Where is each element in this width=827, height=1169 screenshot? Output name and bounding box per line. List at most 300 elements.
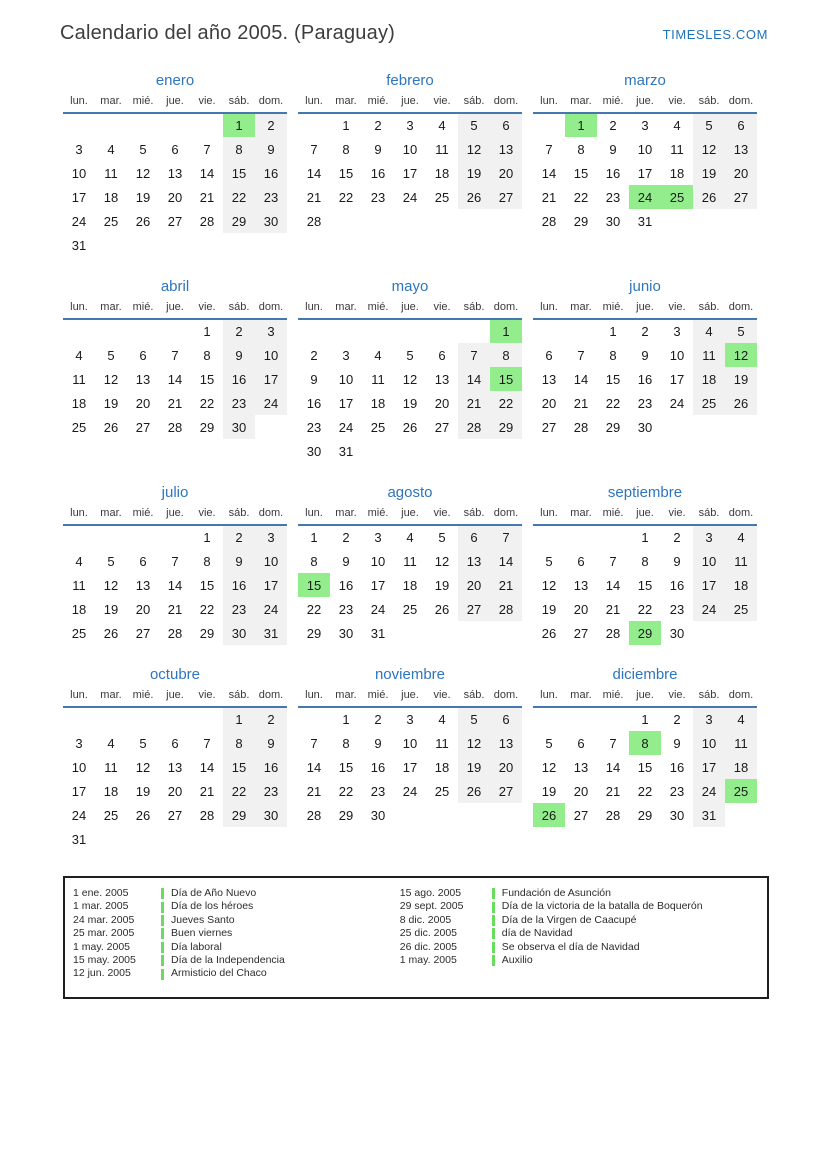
legend-row	[73, 967, 400, 980]
weekday-header: sáb.	[693, 686, 725, 707]
day-cell: 23	[669, 783, 685, 799]
weekday-header: jue.	[629, 298, 661, 319]
holiday-marker-icon	[492, 955, 495, 966]
day-cell: 27	[541, 419, 557, 435]
weekday-header: dom.	[255, 686, 287, 707]
month-agosto	[298, 484, 522, 645]
weekend-day-cell: 10	[255, 549, 287, 573]
day-cell: 17	[402, 165, 418, 181]
weekend-day-cell: 17	[693, 755, 725, 779]
month-septiembre	[533, 484, 757, 645]
weekend-day-cell: 20	[725, 161, 757, 185]
weekday-header: sáb.	[223, 686, 255, 707]
weekday-header: vie.	[426, 686, 458, 707]
day-cell: 2	[609, 118, 617, 133]
weekend-day-cell: 8	[490, 343, 522, 367]
empty-day-cell	[63, 113, 95, 137]
day-cell: 28	[541, 213, 557, 229]
day-cell: 6	[139, 553, 147, 569]
day-cell: 19	[103, 395, 119, 411]
legend-grid	[73, 887, 761, 981]
empty-day-cell	[223, 233, 255, 257]
day-cell: 11	[104, 759, 118, 775]
day-cell: 28	[199, 213, 215, 229]
empty-day-cell	[533, 319, 565, 343]
day-cell: 25	[402, 601, 418, 617]
empty-day-cell	[565, 319, 597, 343]
day-cell: 26	[103, 625, 119, 641]
holiday-day-cell: 26	[533, 803, 565, 827]
legend-label: Jueves Santo	[171, 913, 235, 926]
day-cell: 20	[135, 395, 151, 411]
day-cell: 28	[306, 213, 322, 229]
day-cell: 14	[167, 371, 183, 387]
day-cell: 4	[406, 530, 414, 545]
day-cell: 1	[609, 324, 617, 339]
weekend-day-cell: 1	[223, 707, 255, 731]
day-cell: 14	[199, 759, 215, 775]
weekend-day-cell: 19	[725, 367, 757, 391]
weekday-header: mié.	[362, 686, 394, 707]
weekend-day-cell: 6	[458, 525, 490, 549]
empty-day-cell	[298, 707, 330, 731]
weekend-day-cell: 27	[458, 597, 490, 621]
day-cell: 10	[402, 735, 418, 751]
day-cell: 17	[370, 577, 386, 593]
day-cell: 28	[199, 807, 215, 823]
legend-label: Día de la Virgen de Caacupé	[501, 913, 637, 926]
empty-day-cell	[533, 113, 565, 137]
day-cell: 1	[641, 530, 649, 545]
weekend-day-cell: 15	[223, 161, 255, 185]
day-cell: 29	[199, 625, 215, 641]
day-cell: 4	[75, 347, 83, 363]
legend-label: Buen viernes	[171, 927, 233, 940]
day-cell: 18	[434, 165, 450, 181]
day-cell: 4	[107, 141, 115, 157]
brand-link[interactable]: TIMESLES.COM	[662, 27, 768, 42]
day-cell: 27	[434, 419, 450, 435]
weekday-header: vie.	[191, 92, 223, 113]
day-cell: 2	[673, 530, 681, 545]
month-julio	[63, 484, 287, 645]
holiday-day-cell: 12	[725, 343, 757, 367]
day-cell: 13	[573, 759, 589, 775]
empty-day-cell	[330, 319, 362, 343]
weekend-day-cell: 13	[725, 137, 757, 161]
day-cell: 14	[167, 577, 183, 593]
weekend-day-cell: 29	[490, 415, 522, 439]
day-cell: 9	[342, 553, 350, 569]
month-diciembre	[533, 666, 757, 827]
day-cell: 22	[605, 395, 621, 411]
legend-row	[400, 900, 761, 913]
month-junio	[533, 278, 757, 439]
weekend-day-cell: 14	[458, 367, 490, 391]
day-cell: 2	[310, 347, 318, 363]
weekend-day-cell: 30	[223, 621, 255, 645]
empty-day-cell	[458, 803, 490, 827]
weekday-header: dom.	[490, 686, 522, 707]
day-cell: 11	[403, 553, 417, 569]
empty-day-cell	[298, 319, 330, 343]
day-cell: 2	[673, 712, 681, 727]
weekend-day-cell: 3	[693, 707, 725, 731]
day-cell: 9	[673, 735, 681, 751]
empty-day-cell	[191, 707, 223, 731]
weekday-header: vie.	[426, 298, 458, 319]
empty-day-cell	[661, 209, 693, 233]
day-cell: 24	[71, 213, 87, 229]
day-cell: 30	[637, 419, 653, 435]
weekday-header: lun.	[63, 92, 95, 113]
weekend-day-cell: 4	[693, 319, 725, 343]
weekend-day-cell: 25	[693, 391, 725, 415]
day-cell: 8	[342, 141, 350, 157]
day-cell: 26	[135, 807, 151, 823]
weekend-day-cell: 9	[255, 731, 287, 755]
weekday-header: mié.	[362, 504, 394, 525]
day-cell: 24	[370, 601, 386, 617]
legend-row	[73, 941, 400, 954]
weekend-day-cell: 17	[255, 367, 287, 391]
empty-day-cell	[426, 319, 458, 343]
weekend-day-cell: 16	[255, 755, 287, 779]
day-cell: 15	[338, 165, 354, 181]
day-cell: 27	[573, 625, 589, 641]
month-title: julio	[161, 484, 189, 501]
day-cell: 15	[637, 577, 653, 593]
day-cell: 11	[371, 371, 385, 387]
day-cell: 14	[605, 759, 621, 775]
day-cell: 21	[605, 783, 621, 799]
day-cell: 28	[167, 419, 183, 435]
empty-day-cell	[533, 707, 565, 731]
empty-day-cell	[298, 113, 330, 137]
empty-day-cell	[63, 319, 95, 343]
empty-day-cell	[159, 113, 191, 137]
weekend-day-cell: 20	[490, 755, 522, 779]
day-cell: 21	[573, 395, 589, 411]
empty-day-cell	[330, 209, 362, 233]
day-cell: 5	[139, 141, 147, 157]
legend-date: 24 mar. 2005	[73, 913, 135, 926]
day-cell: 12	[103, 371, 119, 387]
day-cell: 8	[203, 347, 211, 363]
holiday-marker-icon	[492, 915, 495, 926]
day-cell: 19	[135, 783, 151, 799]
day-cell: 24	[71, 807, 87, 823]
day-cell: 1	[342, 712, 350, 727]
empty-day-cell	[127, 525, 159, 549]
day-cell: 25	[71, 625, 87, 641]
weekday-header: sáb.	[223, 298, 255, 319]
day-cell: 25	[103, 807, 119, 823]
legend-label: Día de Año Nuevo	[171, 887, 257, 899]
weekday-header: vie.	[661, 298, 693, 319]
empty-day-cell	[127, 113, 159, 137]
month-grid	[533, 504, 757, 645]
day-cell: 18	[71, 395, 87, 411]
weekday-header: mar.	[330, 686, 362, 707]
weekend-day-cell: 26	[458, 779, 490, 803]
day-cell: 19	[434, 577, 450, 593]
day-cell: 18	[434, 759, 450, 775]
weekend-day-cell: 7	[490, 525, 522, 549]
month-marzo	[533, 72, 757, 233]
day-cell: 26	[402, 419, 418, 435]
holiday-marker-icon	[161, 888, 164, 899]
weekday-header: lun.	[298, 92, 330, 113]
weekend-day-cell: 21	[458, 391, 490, 415]
day-cell: 3	[342, 347, 350, 363]
day-cell: 24	[402, 783, 418, 799]
day-cell: 23	[669, 601, 685, 617]
day-cell: 23	[306, 419, 322, 435]
weekend-day-cell: 2	[255, 113, 287, 137]
day-cell: 12	[541, 759, 557, 775]
day-cell: 21	[199, 783, 215, 799]
weekend-day-cell: 22	[223, 779, 255, 803]
weekday-header: sáb.	[458, 504, 490, 525]
day-cell: 4	[374, 347, 382, 363]
weekend-day-cell: 16	[223, 573, 255, 597]
weekend-day-cell: 12	[458, 731, 490, 755]
day-cell: 10	[402, 141, 418, 157]
day-cell: 14	[605, 577, 621, 593]
weekday-header: mié.	[597, 298, 629, 319]
day-cell: 15	[637, 759, 653, 775]
day-cell: 29	[605, 419, 621, 435]
weekday-header: vie.	[426, 92, 458, 113]
day-cell: 3	[75, 141, 83, 157]
legend-date: 25 mar. 2005	[73, 927, 135, 940]
weekend-day-cell: 30	[255, 803, 287, 827]
day-cell: 31	[71, 237, 87, 253]
day-cell: 28	[605, 625, 621, 641]
holiday-marker-icon	[492, 888, 495, 899]
empty-day-cell	[458, 319, 490, 343]
empty-day-cell	[127, 827, 159, 851]
weekend-day-cell: 8	[223, 731, 255, 755]
empty-day-cell	[394, 439, 426, 463]
empty-day-cell	[725, 209, 757, 233]
day-cell: 8	[577, 141, 585, 157]
day-cell: 4	[673, 118, 681, 133]
weekday-header: mar.	[565, 504, 597, 525]
day-cell: 7	[171, 347, 179, 363]
day-cell: 25	[103, 213, 119, 229]
weekday-header: mar.	[95, 504, 127, 525]
legend-date: 26 dic. 2005	[399, 940, 458, 953]
day-cell: 9	[673, 553, 681, 569]
weekend-day-cell: 16	[255, 161, 287, 185]
weekday-header: mar.	[95, 686, 127, 707]
day-cell: 12	[135, 165, 151, 181]
day-cell: 22	[338, 783, 354, 799]
month-title: marzo	[624, 72, 666, 89]
day-cell: 22	[199, 395, 215, 411]
day-cell: 8	[342, 735, 350, 751]
weekday-header: mié.	[597, 504, 629, 525]
weekday-header: mié.	[127, 504, 159, 525]
day-cell: 3	[374, 530, 382, 545]
day-cell: 6	[577, 735, 585, 751]
empty-day-cell	[458, 439, 490, 463]
day-cell: 23	[637, 395, 653, 411]
day-cell: 24	[402, 189, 418, 205]
weekend-day-cell: 2	[255, 707, 287, 731]
day-cell: 17	[338, 395, 354, 411]
day-cell: 9	[374, 141, 382, 157]
day-cell: 6	[438, 347, 446, 363]
weekend-day-cell: 31	[693, 803, 725, 827]
day-cell: 23	[370, 783, 386, 799]
empty-day-cell	[159, 827, 191, 851]
weekend-day-cell: 11	[725, 731, 757, 755]
day-cell: 4	[75, 553, 83, 569]
empty-day-cell	[95, 113, 127, 137]
weekend-day-cell: 7	[458, 343, 490, 367]
day-cell: 24	[338, 419, 354, 435]
weekend-day-cell: 9	[255, 137, 287, 161]
weekday-header: jue.	[629, 92, 661, 113]
day-cell: 31	[338, 443, 354, 459]
page-header	[0, 0, 827, 45]
day-cell: 7	[609, 553, 617, 569]
day-cell: 3	[673, 324, 681, 339]
weekend-day-cell: 24	[255, 597, 287, 621]
weekday-header: sáb.	[693, 504, 725, 525]
day-cell: 25	[370, 419, 386, 435]
day-cell: 18	[370, 395, 386, 411]
weekday-header: mar.	[330, 504, 362, 525]
day-cell: 23	[370, 189, 386, 205]
legend-date: 8 dic. 2005	[399, 913, 452, 926]
day-cell: 9	[374, 735, 382, 751]
empty-day-cell	[255, 233, 287, 257]
day-cell: 6	[577, 553, 585, 569]
legend-row	[73, 954, 400, 967]
day-cell: 9	[310, 371, 318, 387]
empty-day-cell	[693, 209, 725, 233]
day-cell: 10	[71, 759, 87, 775]
holiday-legend	[63, 876, 769, 999]
weekday-header: jue.	[159, 686, 191, 707]
weekday-header: jue.	[159, 92, 191, 113]
day-cell: 10	[669, 347, 685, 363]
empty-day-cell	[63, 707, 95, 731]
weekday-header: vie.	[426, 504, 458, 525]
empty-day-cell	[63, 525, 95, 549]
legend-date: 25 dic. 2005	[399, 927, 458, 940]
day-cell: 27	[135, 625, 151, 641]
day-cell: 23	[605, 189, 621, 205]
weekend-day-cell: 13	[490, 137, 522, 161]
day-cell: 7	[577, 347, 585, 363]
day-cell: 14	[573, 371, 589, 387]
month-grid	[63, 504, 287, 645]
day-cell: 13	[167, 165, 183, 181]
holiday-marker-icon	[161, 942, 164, 953]
empty-day-cell	[661, 415, 693, 439]
day-cell: 11	[72, 371, 86, 387]
empty-day-cell	[191, 113, 223, 137]
weekend-day-cell: 18	[725, 755, 757, 779]
day-cell: 17	[402, 759, 418, 775]
empty-day-cell	[95, 319, 127, 343]
legend-column	[400, 887, 761, 981]
day-cell: 30	[669, 807, 685, 823]
weekday-header: mié.	[127, 92, 159, 113]
empty-day-cell	[565, 707, 597, 731]
weekend-day-cell: 24	[693, 597, 725, 621]
day-cell: 3	[406, 712, 414, 727]
weekend-day-cell: 13	[458, 549, 490, 573]
day-cell: 5	[545, 735, 553, 751]
day-cell: 4	[438, 118, 446, 133]
day-cell: 3	[406, 118, 414, 133]
day-cell: 20	[167, 189, 183, 205]
holiday-day-cell: 15	[298, 573, 330, 597]
weekday-header: lun.	[63, 504, 95, 525]
legend-column	[73, 887, 400, 981]
weekday-header: lun.	[298, 686, 330, 707]
month-abril	[63, 278, 287, 439]
day-cell: 12	[402, 371, 418, 387]
month-grid	[533, 92, 757, 233]
day-cell: 19	[402, 395, 418, 411]
day-cell: 24	[669, 395, 685, 411]
weekday-header: sáb.	[223, 504, 255, 525]
empty-day-cell	[490, 439, 522, 463]
day-cell: 14	[306, 759, 322, 775]
day-cell: 14	[306, 165, 322, 181]
empty-day-cell	[458, 209, 490, 233]
empty-day-cell	[95, 827, 127, 851]
day-cell: 20	[541, 395, 557, 411]
weekend-day-cell: 12	[458, 137, 490, 161]
day-cell: 20	[167, 783, 183, 799]
day-cell: 5	[107, 347, 115, 363]
day-cell: 30	[605, 213, 621, 229]
weekend-day-cell: 9	[223, 343, 255, 367]
weekday-header: mié.	[127, 686, 159, 707]
holiday-day-cell: 29	[629, 621, 661, 645]
day-cell: 17	[71, 189, 87, 205]
weekday-header: jue.	[159, 504, 191, 525]
weekend-day-cell: 6	[725, 113, 757, 137]
day-cell: 16	[669, 577, 685, 593]
weekend-day-cell: 17	[693, 573, 725, 597]
empty-day-cell	[95, 707, 127, 731]
empty-day-cell	[533, 525, 565, 549]
day-cell: 14	[199, 165, 215, 181]
day-cell: 22	[573, 189, 589, 205]
empty-day-cell	[127, 707, 159, 731]
weekend-day-cell: 29	[223, 803, 255, 827]
empty-day-cell	[255, 827, 287, 851]
month-grid	[298, 92, 522, 233]
day-cell: 5	[107, 553, 115, 569]
weekday-header: vie.	[661, 686, 693, 707]
empty-day-cell	[223, 827, 255, 851]
day-cell: 8	[310, 553, 318, 569]
weekend-day-cell: 13	[490, 731, 522, 755]
day-cell: 23	[338, 601, 354, 617]
holiday-marker-icon	[161, 915, 164, 926]
day-cell: 15	[573, 165, 589, 181]
